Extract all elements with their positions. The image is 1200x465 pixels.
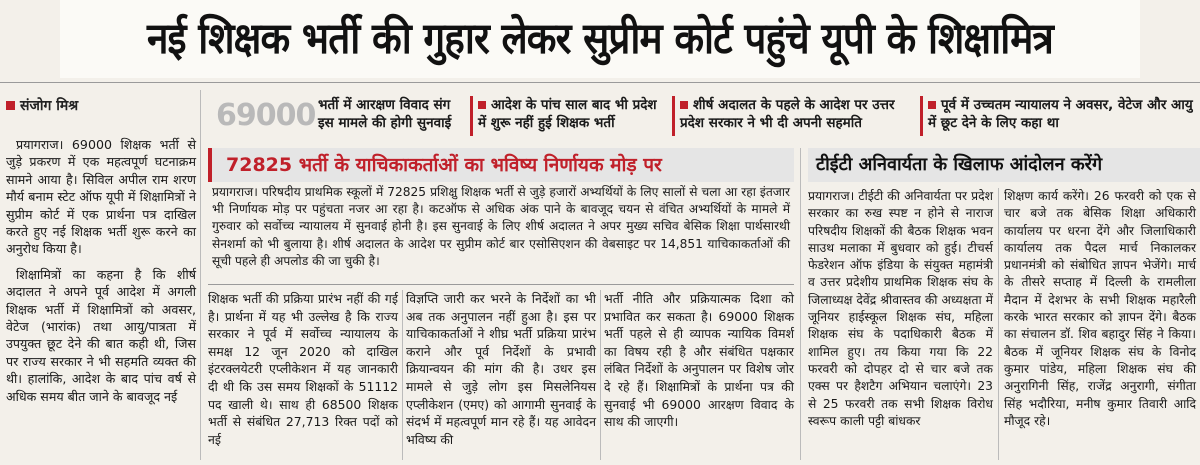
headline-divider: [0, 82, 1200, 83]
strip-bar-3: [672, 96, 675, 136]
right-title: टीईटी अनिवार्यता के खिलाफ आंदोलन करेंगे: [808, 148, 1200, 182]
left-column: [6, 136, 196, 413]
column-divider-right: [800, 148, 801, 460]
strip-item-3: शीर्ष अदालत के पहले के आदेश पर उत्तर प्रदेश सरकार ने भी दी अपनी सहमति: [680, 97, 895, 131]
story-column-2: विज्ञप्ति जारी कर भरने के निर्देशों का भी अब तक अनुपालन नहीं हुआ है। इस पर याचिकाकर्ताओं ने शीघ्र भर्ती प्रक्रिया प्रारंभ कराने और पूर्व निर्देशों के प्रभावी क्रियान्वयन की मांग की है। उधर इस मामले से जुड़े लोग इस मिसलेनियस एप्लीकेशन (एमए) को आगामी सुनवाई के संदर्भ में महत्वपूर्ण मान रहे हैं। यह आवेदन भविष्य की: [406, 291, 596, 447]
box-body: प्रयागराज। परिषदीय प्राथमिक स्कूलों में 72825 प्रशिक्षु शिक्षक भर्ती से जुड़े हजारों अभ्यर्थियों के लिए सालों से चला आ रहा इंतजार भी निर्णायक मोड़ पर पहुंचता नजर आ रहा है। कटऑफ से अधिक अंक पाने के बावजूद चयन से वंचित अभ्यर्थियों के मामले में गुरुवार को सर्वोच्च न्यायालय में सुनवाई होनी है। इस सुनवाई के लिए शीर्ष अदालत ने अपर मुख्य सचिव बेसिक शिक्षा पार्थसारथी सेनशर्मा को भी बुलाया है। शीर्ष अदालत के आदेश पर सुप्रीम कोर्ट बार एसोसिएशन की वेबसाइट पर 14,851 याचिकाकर्ताओं की सूची पहले ही अपलोड की जा चुकी है।: [212, 185, 790, 268]
story-column-1: शिक्षक भर्ती की प्रक्रिया प्रारंभ नहीं की गई है। प्रार्थना में यह भी उल्लेख है कि राज्य सरकार ने पूर्व में सर्वोच्च न्यायालय के समक्ष 12 जून 2020 को दाखिल इंटरक्लयेटरी एप्लीकेशन में यह जानकारी दी थी कि उस समय शिक्षकों के 51112 पद खाली थे। साथ ही 68500 शिक्षक भर्ती से संबंधित 27,713 रिक्त पदों को नई: [208, 291, 398, 447]
left-para-1: प्रयागराज। 69000 शिक्षक भर्ती से जुड़े प्रकरण में एक महत्वपूर्ण घटनाक्रम सामने आया है। सिविल अपील राम शरण मौर्य बनाम स्टेट ऑफ यूपी में शिक्षामित्रों ने सुप्रीम कोर्ट में एक प्रार्थना पत्र दाखिल करते हुए नई शिक्षक भर्ती शुरू करने का अनुरोध किया है।: [6, 137, 196, 257]
strip-item-1: भर्ती में आरक्षण विवाद संग इस मामले की होगी सुनवाई: [318, 97, 452, 131]
byline: [6, 96, 196, 115]
story-column-3: भर्ती नीति और प्रक्रियात्मक दिशा को प्रभावित कर सकता है। 69000 शिक्षक भर्ती पहले से ही व्यापक न्यायिक विमर्श का विषय रही है और संबंधित पक्षकार लंबित निर्देशों के अनुपालन पर विशेष जोर दे रहे हैं। शिक्षामित्रों के प्रार्थना पत्र की सुनवाई भी 69000 आरक्षण विवाद के साथ की जाएगी।: [604, 291, 794, 430]
column-divider: [402, 290, 403, 460]
column-divider-left: [200, 90, 201, 460]
headline: नई शिक्षक भर्ती की गुहार लेकर सुप्रीम कोर्ट पहुंचे यूपी के शिक्षामित्र: [60, 0, 1140, 78]
strip-bar-4: [920, 96, 923, 136]
strip-item-4: पूर्व में उच्चतम न्यायालय ने अवसर, वेटेज और आयु में छूट देने के लिए कहा था: [928, 97, 1193, 131]
box-title: 72825 भर्ती के याचिकाकर्ताओं का भविष्य निर्णायक मोड़ पर: [208, 148, 794, 182]
column-divider: [600, 290, 601, 460]
bullet-icon: [928, 101, 936, 109]
byline-square-icon: [6, 101, 15, 110]
bullet-icon: [478, 101, 486, 109]
strip-bar-2: [470, 96, 473, 136]
byline-name: संजोग मिश्र: [20, 98, 79, 114]
strip-number: 69000: [216, 98, 316, 133]
left-para-2: शिक्षामित्रों का कहना है कि शीर्ष अदालत ने अपने पूर्व आदेश में अगली शिक्षक भर्ती में शिक्षामित्रों को अवसर, वेटेज (भारांक) तथा आयु/पात्रता में उपयुक्त छूट देने की बात कही थी, जिस पर राज्य सरकार ने भी सहमति व्यक्त की थी। हालांकि, आदेश के बाद पांच वर्ष से अधिक समय बीत जाने के बावजूद नई: [6, 266, 196, 404]
box-divider: [208, 284, 794, 285]
right-column-1: प्रयागराज। टीईटी की अनिवार्यता पर प्रदेश सरकार का रुख स्पष्ट न होने से नाराज परिषदीय शिक्षकों की बैठक शिक्षक भवन साउथ मलाका में बुधवार को हुई। टीचर्स फेडरेशन ऑफ इंडिया के संयुक्त महामंत्री व उत्तर प्रदेशीय प्राथमिक शिक्षक संघ के जिलाध्यक्ष देवेंद्र श्रीवास्तव की अध्यक्षता में जूनियर हाईस्कूल शिक्षक संघ, महिला शिक्षक संघ के पदाधिकारी बैठक में शामिल हुए। तय किया गया कि 22 फरवरी को दोपहर दो से चार बजे तक एक्स पर हैशटैग अभियान चलाएंगे। 23 से 25 फरवरी तक सभी शिक्षक विरोध स्वरूप काली पट्टी बांधकर: [808, 189, 993, 428]
bullet-icon: [680, 101, 688, 109]
column-divider: [998, 188, 999, 460]
strip-item-2: आदेश के पांच साल बाद भी प्रदेश में शुरू नहीं हुई शिक्षक भर्ती: [478, 97, 657, 131]
right-column-2: शिक्षण कार्य करेंगे। 26 फरवरी को एक से चार बजे तक बेसिक शिक्षा अधिकारी कार्यालय पर धरना देंगे और जिलाधिकारी कार्यालय तक पैदल मार्च निकालकर प्रधानमंत्री को संबोधित ज्ञापन भेजेंगे। मार्च के तीसरे सप्ताह में दिल्ली के रामलीला मैदान में देशभर के सभी शिक्षक महारैली करके भारत सरकार को ज्ञापन देंगे। बैठक का संचालन डॉ. शिव बहादुर सिंह ने किया। बैठक में जूनियर शिक्षक संघ के विनोद कुमार पांडेय, महिला शिक्षक संघ की अनुरागिनी सिंह, राजेंद्र अनुरागी, संगीता सिंह भदौरिया, मनीष कुमार तिवारी आदि मौजूद रहे।: [1004, 189, 1196, 428]
